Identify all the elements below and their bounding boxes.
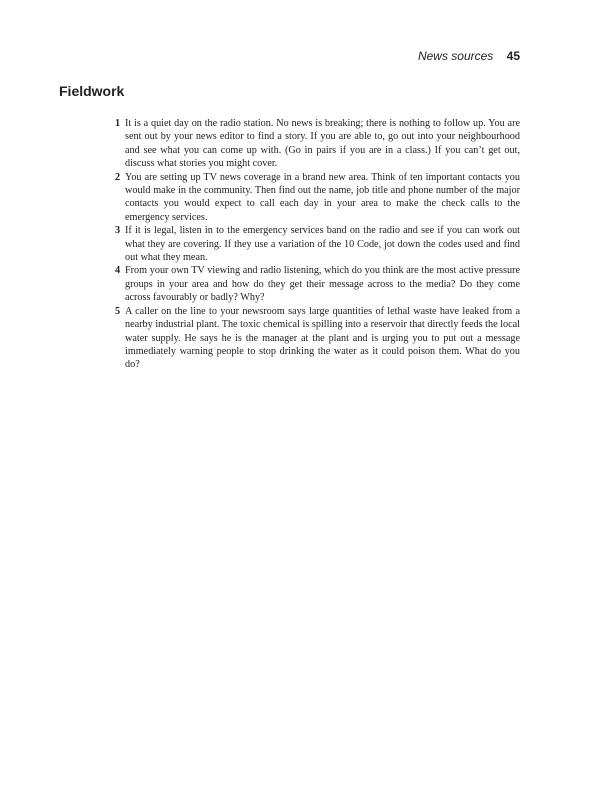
exercise-item: [115, 171, 520, 225]
section-title: Fieldwork: [59, 83, 125, 99]
exercise-item: [115, 305, 520, 372]
exercise-number: 4: [115, 265, 121, 277]
exercise-text: If it is legal, listen in to the emergency services band on the radio and see if you can work out what they are covering. If they use a variation of the 10 Code, jot down the codes used and find out what they mean.: [125, 225, 520, 264]
exercise-item: [115, 264, 520, 304]
exercise-number: 3: [115, 225, 121, 237]
exercise-text: You are setting up TV news coverage in a brand new area. Think of ten important contacts you would make in the community. Then find out the name, job title and phone number of the major contacts you would expect to call each day in your area to make the check calls to the emergency services.: [125, 171, 520, 223]
exercise-text: From your own TV viewing and radio listening, which do you think are the most active pressure groups in your area and how do they get their message across to the media? Do they come across favourably or badly? Why?: [125, 265, 520, 304]
running-head-section: News sources: [417, 49, 494, 63]
running-head: [418, 49, 520, 63]
exercise-number: 1: [115, 118, 121, 129]
exercise-item: [115, 224, 520, 264]
page-number: 45: [506, 49, 520, 63]
exercise-number: 2: [115, 171, 121, 183]
exercise-text: It is a quiet day on the radio station. No news is breaking; there is nothing to follow up. You are sent out by your news editor to find a story. If you are able to, go out into your neighbourhood and see what you can come up with. (Go in pairs if you are in a class.) If you can’t get out, discuss what stories you might cover.: [125, 118, 520, 170]
exercise-text: A caller on the line to your newsroom says large quantities of lethal waste have leaked from a nearby industrial plant. The toxic chemical is spilling into a reservoir that directly feeds the local water supply. He says he is the manager at the plant and is urging you to put out a message immediately warning people to stop drinking the water as it could poison them. What do you do?: [125, 305, 520, 371]
exercise-list: [115, 117, 520, 372]
exercise-number: 5: [115, 305, 121, 317]
exercise-item: [115, 117, 520, 171]
